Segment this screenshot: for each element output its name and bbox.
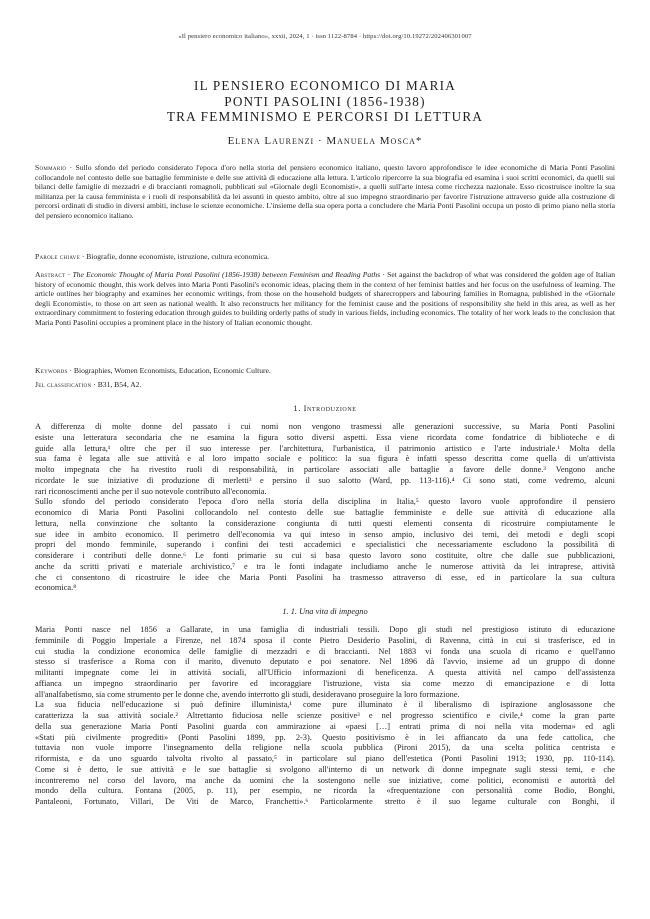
introduction-body (35, 422, 615, 594)
text-line: della sua generazione Maria Ponti Pasolini guarda con ammirazione ai «paesi […] entrati prima di noi nella vita moderna» ed agli (35, 721, 615, 731)
text-line: mondo della cultura. Fontana (2005, p. 11), per esempio, ne ricorda la «frequentazione con personalità come Bodio, Bonghi, (35, 786, 615, 796)
text-line: La sua fiducia nell'educazione si può definire illuminista,¹ come pure illuminato è il liberalismo di ispirazione anglosassone che (35, 700, 615, 710)
text-line: incontreremo nel corso del lavoro, ma anche da uomini che la sostengono nelle sue iniziative, come politici, economisti e autorità del (35, 775, 615, 785)
text-line: riformista, e da uno sguardo talvolta rivolto al passato,⁵ in particolare sul piano dell'estetica (Ponti Pasolini 1913; 1930, pp. 110-114). (35, 754, 615, 763)
text-line: cui studia la condizione economica delle famiglie di mezzadri e di braccianti. Nel 1883 vi fonda una scuola di ricamo e quell'anno (35, 646, 615, 656)
abstract-title: The Economic Thought of Maria Ponti Pasolini (1856-1938) between Feminism and Reading Paths (72, 270, 381, 279)
text-line: A differenza di molte donne del passato i cui nomi non vengono trasmessi alle generazioni successive, su Maria Ponti Pasolini (35, 422, 615, 431)
text-line: anche da scritti privati e materiale archivistico,⁷ e tra le fonti indagate includiamo anche le numerose attività da lei intraprese, attività (35, 561, 615, 571)
subsection-heading: 1. 1. Una vita di impegno (282, 607, 368, 616)
section-heading: 1. Introduzione (293, 404, 357, 413)
parole-chiave (35, 252, 615, 262)
abstract: Abstract · The Economic Thought of Maria Ponti Pasolini (1856-1938) between Feminism and Reading Paths · Set against the backdrop of what was considered the golden age of Italian history of economic thought, this work delves into Maria Ponti Pasolini's economic ideas, placing them in the context of her feminist battles and her focus on the usefulness of learning. The article outlines her biography and examines her economic writings, from those on the household budgets of sharecroppers and labouring families in Romagna, published in the «Giornale degli Economisti», to those on art seen as national wealth. It also reconstructs her militancy for the feminist cause and the positions of responsibility she held in this area, as well as her extraordinary commitment to fostering education through guides to building orderly paths of study in various fields, including economics. The totality of her work leads to the conclusion that Maria Ponti Pasolini occupies a prominent place in the history of Italian economic thought. (35, 270, 616, 327)
running-head: «Il pensiero economico italiano», xxxii, 2024, 1 · issn 1122-8784 · https://doi.org/10.19272/202406301007 (178, 33, 472, 40)
jel-label: Jel classification (35, 380, 92, 389)
abstract-label: Abstract (35, 270, 66, 279)
parole-chiave-label: Parole chiave (35, 252, 80, 261)
keywords-label: Keywords (35, 366, 68, 375)
text-line: Sullo sfondo del periodo considerato l'epoca d'oro nella storia della disciplina in Italia,⁵ questo lavoro vuole approfondire il pensiero (35, 497, 615, 507)
paper-title (60, 78, 590, 125)
parole-chiave-text: · Biografie, donne economiste, istruzione, cultura economica. (79, 252, 270, 261)
text-line: militanti impegnate come lei in attività sociali, all'Ufficio informazioni di beneficenza. A questa attività nel campo dell'assistenza (35, 668, 615, 677)
jel-classification (35, 380, 615, 390)
sommario-text: · Sullo sfondo del periodo considerato l'epoca d'oro nella storia del pensiero economico italiano, questo lavoro approfondisce le idee economiche di Maria Ponti Pasolini collocandole nel contesto delle sue battaglie femministe e delle sue attività di educazione alla lettura. L'articolo ripercorre la sua biografia ed esamina i suoi scritti economici, da quelli sui bilanci delle famiglie di mezzadri e di braccianti romagnoli, pubblicati sul «Giornale degli Economisti», a quelli sull'arte intesa come ricchezza nazionale. Esso ricostruisce inoltre la sua militanza per la causa femminista e i ruoli di responsabilità da lei assunti in questo ambito, oltre al suo impegno straordinario per favorire l'istruzione attraverso guide alla costruzione di percorsi ordinati di studio in diversi ambiti, incluse le scienze economiche. L'insieme della sua opera porta a concludere che Maria Ponti Pasolini occupa un posto di primo piano nella storia del pensiero economico italiano. (35, 163, 615, 220)
text-line: femminile di Poggio Imperiale a Firenze, nel 1874 sposa il conte Pietro Desiderio Pasolini, di Ravenna, città in cui si trasferisce, ed in (35, 635, 615, 645)
title-line: IL PENSIERO ECONOMICO DI MARIA (194, 78, 456, 93)
text-line: guide alla lettura,¹ oltre che per il suo interesse per l'architettura, l'urbanistica, il patrimonio artistico e l'arte industriale.¹ Molta della (35, 443, 615, 453)
text-line: considerare i contributi delle donne.⁶ Le fonti primarie su cui si basa questo lavoro sono costituite, oltre che dalle sue pubblicazioni, (35, 551, 615, 560)
text-line: «Stati più civilmente progrediti» (Ponti Pasolini 1899, pp. 2-3). Questo positivismo è in lei affiancato da una fede cattolica, che (35, 732, 615, 742)
text-line: Maria Ponti nasce nel 1856 a Gallarate, in una famiglia di industriali tessili. Dopo gli studi nel prestigioso istituto di educazione (35, 625, 615, 634)
text-line: lettura, nella convinzione che soltanto la considerazione congiunta di tutti questi elementi consenta di ricostruire compiutamente le (35, 518, 615, 528)
life-body (35, 625, 615, 808)
text-line: affianca un impegno straordinario per favorire ed incoraggiare l'istruzione, vista sia come mezzo di emancipazione e di lotta (35, 678, 615, 688)
text-line: molto impegnata che ha rivestito ruoli di responsabilità, in particolare associati alle battaglie a favore delle donne.³ Vengono anche (35, 465, 615, 474)
text-line: economico di Maria Ponti Pasolini collocandolo nel contesto delle sue battaglie femministe e delle sue attività di educazione alla (35, 508, 615, 517)
text-line: all'analfabetismo, sia come strumento per le donne che, avendo interrotto gli studi, desideravano proseguire la loro formazione. (35, 689, 460, 699)
abstract-text: · Set against the backdrop of what was considered the golden age of Italian history of economic thought, this work delves into Maria Ponti Pasolini's economic ideas, placing them in the context of her feminist battles and her focus on the usefulness of learning. The article outlines her biography and examines her economic writings, from those on the household budgets of sharecroppers and labouring families in Romagna, published in the «Giornale degli Economisti», to those on art seen as national wealth. It also reconstructs her militancy for the feminist cause and the positions of responsibility she held in this area, as well as her extraordinary commitment to fostering education through guides to building orderly paths of study in various fields, including economics. The totality of her work leads to the conclusion that Maria Ponti Pasolini occupies a prominent place in the history of Italian economic thought. (35, 270, 616, 327)
text-line: ricordate le sue iniziative di produzione di merletti³ e persino il suo salotto (Ward, pp. 113-116).⁴ Ci sono stati, come vedremo, alcuni (35, 475, 615, 485)
text-line: sua fama è legata alle sue attività e al loro impatto sociale e politico: la sua figura è infatti spesso descritta come quella di un'attivista (35, 454, 615, 464)
text-line: Pantaleoni, Fortunato, Villari, De Viti de Marco, Franchetti».⁶ Particolarmente stretto è il suo legame culturale con Bonghi, il (35, 797, 615, 806)
text-line: economica.⁸ (35, 583, 77, 593)
text-line: sue idee in ambito economico. Il perimetro dell'economia va qui inteso in senso ampio, inclusivo dei temi, dei metodi e degli scopi (35, 529, 615, 539)
title-line: TRA FEMMINISMO E PERCORSI DI LETTURA (166, 109, 484, 124)
text-line: caratterizza la sua attività sociale.² Altrettanto fiduciosa nelle scienze positive³ e nel progresso scientifico e civile,⁴ come la gran parte (35, 711, 615, 720)
keywords-text: · Biographies, Women Economists, Education, Economic Culture. (67, 366, 271, 375)
text-line: stesso si trasferisce a Roma con il marito, divenuto deputato e poi senatore. Nel 1896 dà l'avvio, insieme ad un gruppo di donne (35, 657, 615, 667)
text-line: che ci consentono di ricostruire le idee che Maria Ponti Pasolini ha trasmesso attraverso di esse, ed in particolare la sua cultura (35, 572, 615, 582)
text-line: propri del mondo femminile, superando i confini dei testi accademici e specialistici che necessariamente escludono la possibilità di (35, 540, 615, 550)
jel-text: · B31, B54, A2. (91, 380, 142, 389)
title-line: PONTI PASOLINI (1856-1938) (224, 93, 426, 109)
text-line: esiste una letteratura secondaria che ne esamina la figura sotto diversi aspetti. Essa viene ricordata come fondatrice di biblioteche e di (35, 432, 615, 442)
text-line: rari riconoscimenti anche per il suo notevole contributo all'economia. (35, 486, 267, 496)
text-line: tuttavia non vuole imporre l'insegnamento della religione nella scuola pubblica (Pironi 2015), da una scelta politica centrista e (35, 743, 615, 753)
text-line: Come si è detto, le sue attività e le sue battaglie si svolgono all'interno di un network di donne impegnate sugli stessi temi, e che (35, 764, 615, 774)
authors: Elena Laurenzi · Manuela Mosca* (227, 135, 423, 147)
keywords (35, 366, 615, 376)
sommario (35, 163, 615, 220)
sommario-label: Sommario (35, 163, 67, 172)
